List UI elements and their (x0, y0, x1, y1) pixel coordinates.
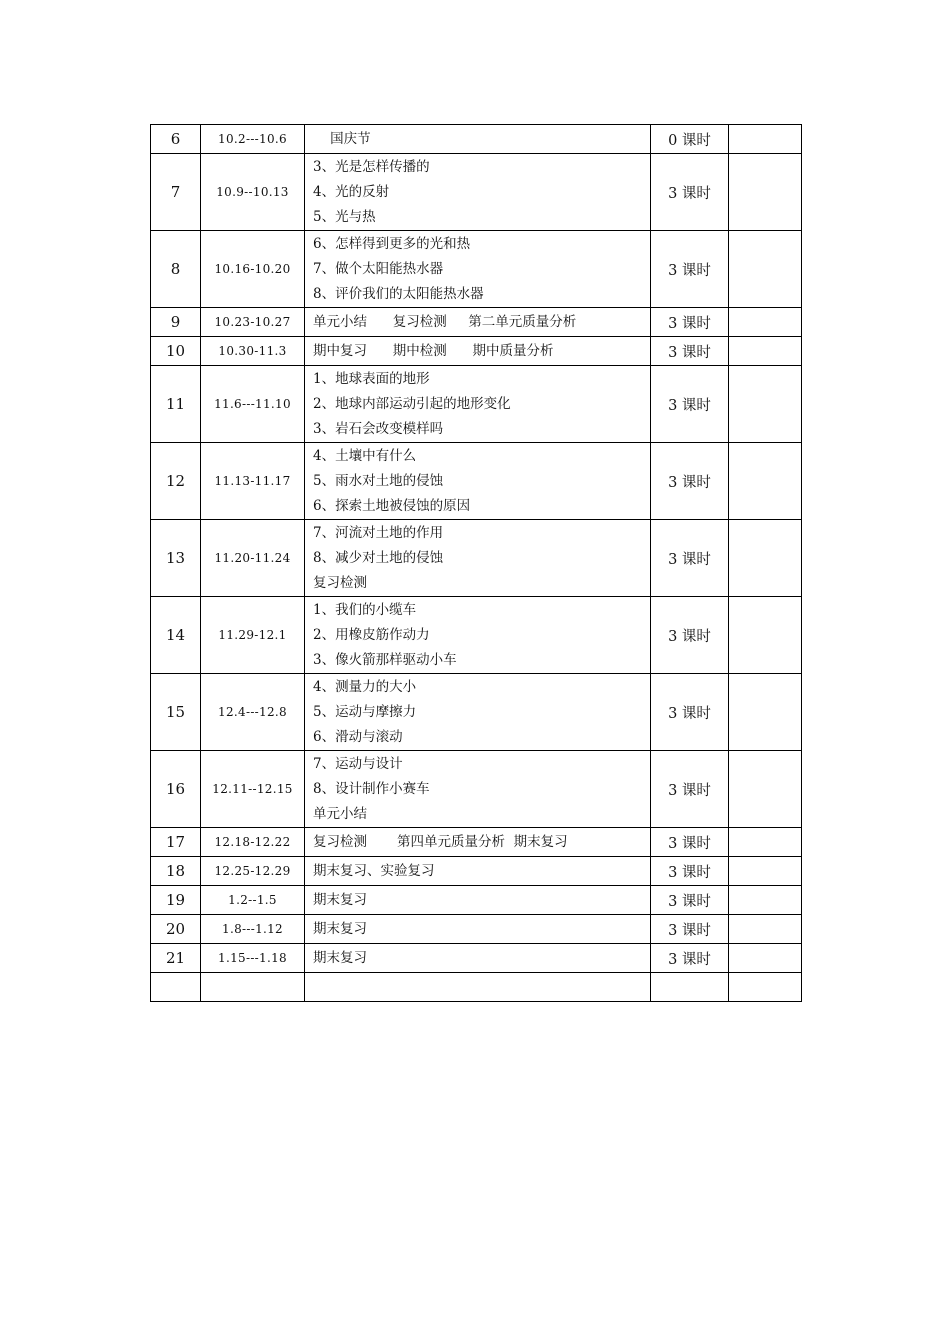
table-row (151, 944, 802, 973)
lesson-line: 5、光与热 (313, 208, 376, 225)
class-hours-cell: 3 课时 (651, 308, 729, 337)
week-number-cell: 11 (151, 366, 201, 443)
remarks-cell (729, 973, 802, 1002)
lesson-line: 8、评价我们的太阳能热水器 (313, 285, 484, 302)
remarks-cell (729, 751, 802, 828)
date-range-cell: 10.2---10.6 (201, 125, 305, 154)
lesson-content-cell (305, 154, 651, 231)
week-number-cell: 14 (151, 597, 201, 674)
remarks-cell (729, 366, 802, 443)
class-hours-cell (651, 973, 729, 1002)
lesson-line: 7、做个太阳能热水器 (313, 260, 444, 277)
lesson-line: 期中复习 期中检测 期中质量分析 (313, 343, 554, 359)
lesson-line: 3、光是怎样传播的 (313, 158, 430, 175)
table-row (151, 125, 802, 154)
week-number-cell: 16 (151, 751, 201, 828)
lesson-content-cell (305, 443, 651, 520)
lesson-content-cell (305, 337, 651, 366)
class-hours-cell: 3 课时 (651, 597, 729, 674)
date-range-cell: 10.23-10.27 (201, 308, 305, 337)
lesson-line: 6、怎样得到更多的光和热 (313, 235, 471, 252)
lesson-line: 5、雨水对土地的侵蚀 (313, 472, 444, 489)
table-row (151, 973, 802, 1002)
lesson-line: 期末复习、实验复习 (313, 863, 435, 879)
table-row (151, 520, 802, 597)
lesson-line: 期末复习 (313, 892, 367, 908)
lesson-content-cell (305, 366, 651, 443)
lesson-line: 4、土壤中有什么 (313, 447, 417, 464)
lesson-line: 4、光的反射 (313, 183, 390, 200)
week-number-cell: 8 (151, 231, 201, 308)
date-range-cell: 12.25-12.29 (201, 857, 305, 886)
lesson-content-cell (305, 857, 651, 886)
lesson-line: 期末复习 (313, 950, 367, 966)
date-range-cell: 12.11--12.15 (201, 751, 305, 828)
remarks-cell (729, 944, 802, 973)
schedule-table (150, 124, 802, 1002)
lesson-content-cell (305, 973, 651, 1002)
remarks-cell (729, 886, 802, 915)
week-number-cell: 21 (151, 944, 201, 973)
table-row (151, 857, 802, 886)
lesson-line: 8、减少对土地的侵蚀 (313, 549, 444, 566)
class-hours-cell: 3 课时 (651, 231, 729, 308)
class-hours-cell: 3 课时 (651, 886, 729, 915)
week-number-cell: 10 (151, 337, 201, 366)
date-range-cell: 12.4---12.8 (201, 674, 305, 751)
lesson-content-cell (305, 944, 651, 973)
remarks-cell (729, 125, 802, 154)
date-range-cell: 12.18-12.22 (201, 828, 305, 857)
week-number-cell: 9 (151, 308, 201, 337)
date-range-cell: 1.2--1.5 (201, 886, 305, 915)
date-range-cell (201, 973, 305, 1002)
table-row (151, 886, 802, 915)
table-row (151, 597, 802, 674)
class-hours-cell: 0 课时 (651, 125, 729, 154)
date-range-cell: 10.30-11.3 (201, 337, 305, 366)
class-hours-cell: 3 课时 (651, 751, 729, 828)
lesson-line: 1、地球表面的地形 (313, 370, 430, 387)
lesson-line: 国庆节 (313, 131, 371, 147)
date-range-cell: 11.29-12.1 (201, 597, 305, 674)
remarks-cell (729, 443, 802, 520)
lesson-content-cell (305, 308, 651, 337)
lesson-line: 5、运动与摩擦力 (313, 703, 417, 720)
lesson-line: 6、滑动与滚动 (313, 728, 403, 745)
week-number-cell: 13 (151, 520, 201, 597)
lesson-content-cell (305, 886, 651, 915)
lesson-line: 8、设计制作小赛车 (313, 780, 430, 797)
table-row (151, 674, 802, 751)
lesson-content-cell (305, 674, 651, 751)
table-row (151, 443, 802, 520)
lesson-line: 4、测量力的大小 (313, 678, 417, 695)
class-hours-cell: 3 课时 (651, 674, 729, 751)
week-number-cell (151, 973, 201, 1002)
table-row (151, 308, 802, 337)
remarks-cell (729, 154, 802, 231)
lesson-content-cell (305, 597, 651, 674)
remarks-cell (729, 520, 802, 597)
week-number-cell: 19 (151, 886, 201, 915)
class-hours-cell: 3 课时 (651, 337, 729, 366)
remarks-cell (729, 231, 802, 308)
date-range-cell: 11.20-11.24 (201, 520, 305, 597)
lesson-line: 3、像火箭那样驱动小车 (313, 651, 457, 668)
week-number-cell: 7 (151, 154, 201, 231)
table-row (151, 915, 802, 944)
lesson-line: 2、地球内部运动引起的地形变化 (313, 395, 511, 412)
remarks-cell (729, 857, 802, 886)
table-row (151, 154, 802, 231)
lesson-line: 复习检测 第四单元质量分析 期末复习 (313, 834, 568, 850)
class-hours-cell: 3 课时 (651, 915, 729, 944)
remarks-cell (729, 915, 802, 944)
date-range-cell: 11.13-11.17 (201, 443, 305, 520)
date-range-cell: 1.8---1.12 (201, 915, 305, 944)
lesson-content-cell (305, 915, 651, 944)
table-row (151, 366, 802, 443)
lesson-line: 期末复习 (313, 921, 367, 937)
lesson-line: 3、岩石会改变模样吗 (313, 420, 444, 437)
table-row (151, 337, 802, 366)
class-hours-cell: 3 课时 (651, 828, 729, 857)
lesson-line: 6、探索土地被侵蚀的原因 (313, 497, 471, 514)
lesson-content-cell (305, 751, 651, 828)
week-number-cell: 20 (151, 915, 201, 944)
lesson-line: 单元小结 复习检测 第二单元质量分析 (313, 314, 577, 330)
date-range-cell: 10.9--10.13 (201, 154, 305, 231)
remarks-cell (729, 828, 802, 857)
table-row (151, 828, 802, 857)
class-hours-cell: 3 课时 (651, 857, 729, 886)
lesson-line: 7、运动与设计 (313, 755, 403, 772)
lesson-content-cell (305, 231, 651, 308)
date-range-cell: 11.6---11.10 (201, 366, 305, 443)
week-number-cell: 6 (151, 125, 201, 154)
lesson-line: 1、我们的小缆车 (313, 601, 417, 618)
table-row (151, 751, 802, 828)
lesson-line: 复习检测 (313, 574, 367, 591)
week-number-cell: 12 (151, 443, 201, 520)
class-hours-cell: 3 课时 (651, 944, 729, 973)
remarks-cell (729, 337, 802, 366)
remarks-cell (729, 674, 802, 751)
week-number-cell: 18 (151, 857, 201, 886)
class-hours-cell: 3 课时 (651, 443, 729, 520)
date-range-cell: 10.16-10.20 (201, 231, 305, 308)
lesson-content-cell (305, 125, 651, 154)
schedule-body (151, 125, 802, 1002)
lesson-line: 单元小结 (313, 805, 367, 822)
lesson-line: 2、用橡皮筋作动力 (313, 626, 430, 643)
week-number-cell: 17 (151, 828, 201, 857)
lesson-line: 7、河流对土地的作用 (313, 524, 444, 541)
lesson-content-cell (305, 828, 651, 857)
table-row (151, 231, 802, 308)
date-range-cell: 1.15---1.18 (201, 944, 305, 973)
remarks-cell (729, 308, 802, 337)
class-hours-cell: 3 课时 (651, 520, 729, 597)
class-hours-cell: 3 课时 (651, 154, 729, 231)
week-number-cell: 15 (151, 674, 201, 751)
class-hours-cell: 3 课时 (651, 366, 729, 443)
lesson-content-cell (305, 520, 651, 597)
remarks-cell (729, 597, 802, 674)
